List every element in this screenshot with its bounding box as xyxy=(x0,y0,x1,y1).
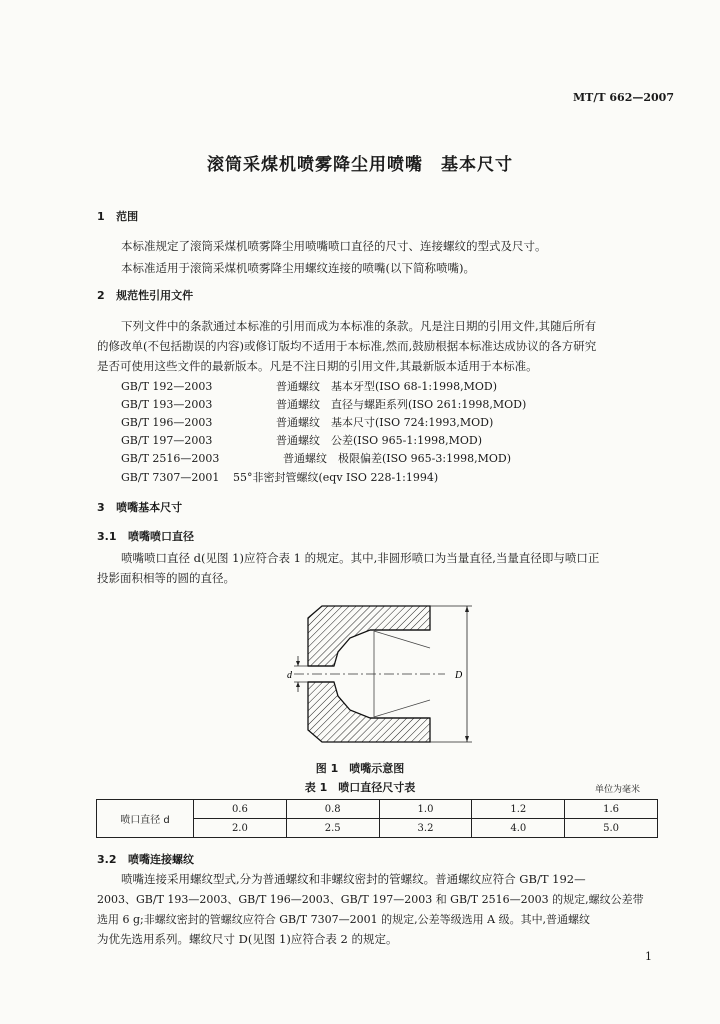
table-cell: 4.0 xyxy=(472,819,565,838)
reference-item xyxy=(121,469,438,485)
diameter-table xyxy=(96,799,658,838)
lower-section-hatch xyxy=(308,682,430,742)
paragraph: 本标准适用于滚筒采煤机喷雾降尘用螺纹连接的喷嘴(以下简称喷嘴)。 xyxy=(121,261,475,275)
section-number: 3 xyxy=(97,501,105,514)
section-title: 规范性引用文件 xyxy=(116,289,194,302)
paragraph-line: 的修改单(不包括勘误的内容)或修订版均不适用于本标准,然而,鼓励根据本标准达成协议的各方研究 xyxy=(97,339,597,353)
upper-section-hatch xyxy=(308,606,430,666)
table-row xyxy=(97,800,658,819)
section-title: 喷嘴连接螺纹 xyxy=(128,853,194,866)
paragraph-line: 喷嘴喷口直径 d(见图 1)应符合表 1 的规定。其中,非圆形喷口为当量直径,当量直径即与喷口正 xyxy=(121,551,600,565)
ref-code: GB/T 193—2003 xyxy=(121,398,213,411)
reference-item xyxy=(121,378,497,394)
dimension-D-label: D xyxy=(455,670,463,681)
row-header: 喷口直径 d xyxy=(97,800,194,838)
reference-item xyxy=(121,432,482,448)
section-title: 喷嘴喷口直径 xyxy=(128,530,194,543)
dimension-d-label: d xyxy=(287,670,292,681)
table-caption: 表 1 喷口直径尺寸表 xyxy=(304,781,416,794)
paragraph-line: 为优先选用系列。螺纹尺寸 D(见图 1)应符合表 2 的规定。 xyxy=(97,932,398,946)
ref-code: GB/T 7307—2001 xyxy=(121,471,220,484)
table-cell: 1.2 xyxy=(472,800,565,819)
ref-code: GB/T 2516—2003 xyxy=(121,452,220,465)
ref-text: 55°非密封管螺纹(eqv ISO 228-1:1994) xyxy=(233,471,439,484)
paragraph-line: 2003、GB/T 193—2003、GB/T 196—2003、GB/T 197—2003 和 GB/T 2516—2003 的规定,螺纹公差带 xyxy=(97,893,644,906)
section-number: 1 xyxy=(97,210,105,223)
ref-text: 普通螺纹 极限偏差(ISO 965-3:1998,MOD) xyxy=(283,452,511,465)
paragraph-line: 下列文件中的条款通过本标准的引用而成为本标准的条款。凡是注日期的引用文件,其随后所有 xyxy=(121,319,597,333)
nozzle-diagram xyxy=(270,600,490,750)
page-number: 1 xyxy=(645,950,652,963)
table-cell: 1.0 xyxy=(379,800,472,819)
section-3-heading xyxy=(97,499,182,515)
section-number: 2 xyxy=(97,289,105,302)
ref-code: GB/T 197—2003 xyxy=(121,434,213,447)
paragraph-line: 喷嘴连接采用螺纹型式,分为普通螺纹和非螺纹密封的管螺纹。普通螺纹应符合 GB/T 192— xyxy=(121,872,586,886)
section-number: 3.2 xyxy=(97,853,117,866)
section-3-2-heading xyxy=(97,851,194,867)
paragraph-line: 是否可使用这些文件的最新版本。凡是不注日期的引用文件,其最新版本适用于本标准。 xyxy=(97,359,538,373)
table-cell: 2.5 xyxy=(286,819,379,838)
table-cell: 1.6 xyxy=(565,800,658,819)
ref-text: 普通螺纹 直径与螺距系列(ISO 261:1998,MOD) xyxy=(276,398,527,411)
ref-text: 普通螺纹 基本牙型(ISO 68-1:1998,MOD) xyxy=(276,380,497,393)
table-unit: 单位为毫米 xyxy=(595,785,641,795)
paragraph: 本标准规定了滚筒采煤机喷雾降尘用喷嘴喷口直径的尺寸、连接螺纹的型式及尺寸。 xyxy=(121,239,547,253)
table-cell: 5.0 xyxy=(565,819,658,838)
ref-code: GB/T 196—2003 xyxy=(121,416,213,429)
table-cell: 0.6 xyxy=(194,800,287,819)
ref-text: 普通螺纹 公差(ISO 965-1:1998,MOD) xyxy=(276,434,482,447)
paragraph-line: 投影面积相等的圆的直径。 xyxy=(97,571,235,585)
section-title: 喷嘴基本尺寸 xyxy=(116,501,183,514)
table-cell: 3.2 xyxy=(379,819,472,838)
reference-item xyxy=(121,450,511,466)
ref-code: GB/T 192—2003 xyxy=(121,380,213,393)
figure-caption: 图 1 喷嘴示意图 xyxy=(315,762,405,775)
section-title: 范围 xyxy=(116,210,139,223)
standard-number: MT/T 662—2007 xyxy=(573,91,674,104)
reference-item xyxy=(121,414,493,430)
reference-item xyxy=(121,396,526,412)
section-number: 3.1 xyxy=(97,530,117,543)
section-3-1-heading xyxy=(97,528,194,544)
ref-text: 普通螺纹 基本尺寸(ISO 724:1993,MOD) xyxy=(276,416,494,429)
section-1-heading xyxy=(97,208,138,224)
table-cell: 2.0 xyxy=(194,819,287,838)
table-cell: 0.8 xyxy=(286,800,379,819)
paragraph-line: 选用 6 g;非螺纹密封的管螺纹应符合 GB/T 7307—2001 的规定,公差等级选用 A 级。其中,普通螺纹 xyxy=(97,913,591,926)
section-2-heading xyxy=(97,287,193,303)
page-title: 滚筒采煤机喷雾降尘用喷嘴 基本尺寸 xyxy=(207,155,513,175)
